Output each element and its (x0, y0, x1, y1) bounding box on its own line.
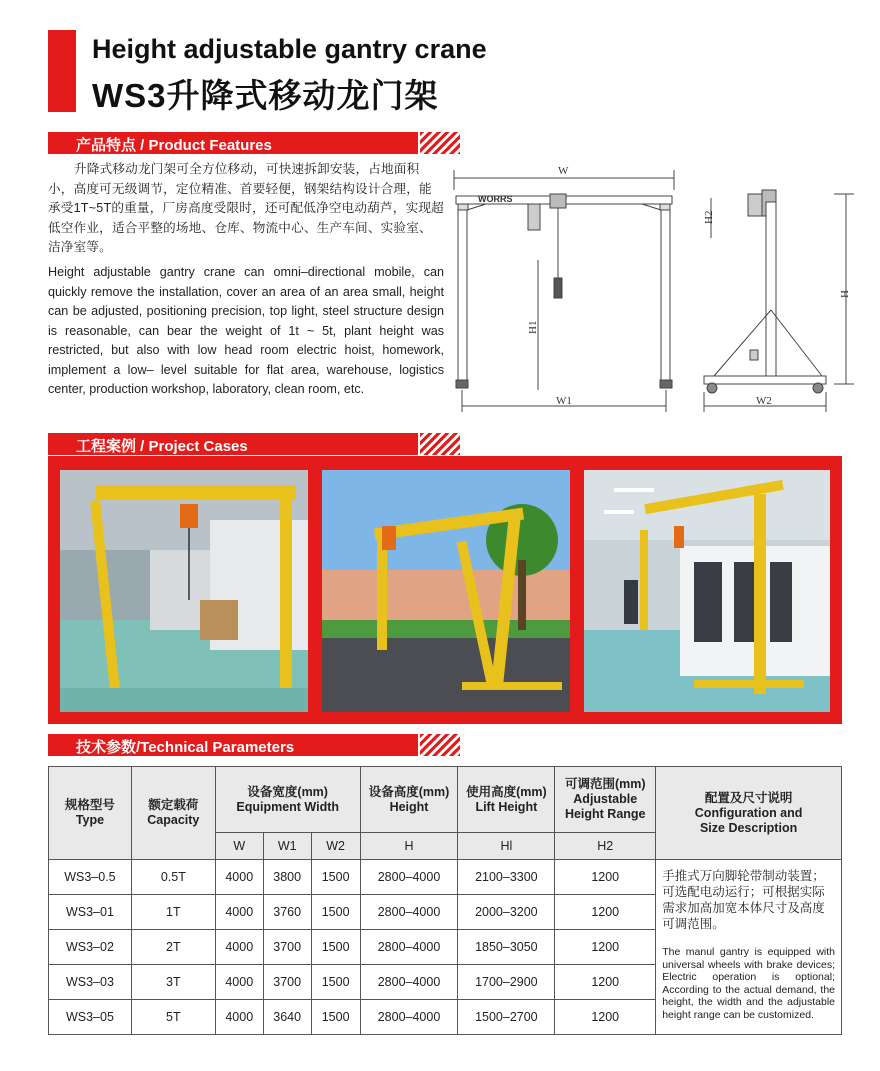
table-row (49, 860, 842, 895)
label-w2: W2 (756, 395, 772, 407)
cell-w2: 1500 (311, 930, 360, 965)
cell-w2: 1500 (311, 860, 360, 895)
page-title-cn: WS3升降式移动龙门架 (92, 77, 439, 114)
subheader-w: W (215, 833, 263, 860)
title-accent-bar (48, 30, 76, 112)
case-photo-workshop (60, 470, 308, 712)
section-header-features (48, 132, 460, 154)
cell-h: 2800–4000 (360, 930, 458, 965)
subheader-h2: H2 (555, 833, 656, 860)
cell-capacity: 2T (131, 930, 215, 965)
section-header-cases (48, 433, 460, 455)
cell-w: 4000 (215, 1000, 263, 1035)
cell-h2: 1200 (555, 1000, 656, 1035)
description-en: Height adjustable gantry crane can omni–directional mobile, can quickly remove the installation, cover an area of an area small, height can be adjusted, positioning precision, top light, steel structure design is reasonable, can bear the weight of 1t ~ 5t, plant height was restricted, but also with low head room electric hoist, homework, implement a low– level suitable for flat area, warehouse, logistics center, production workshop, laboratory, clean room, etc. (48, 265, 444, 396)
cell-w1: 3700 (263, 965, 311, 1000)
label-h: H (839, 290, 851, 298)
label-h2: H2 (703, 210, 715, 224)
config-text-en: The manul gantry is equipped with universal wheels with brake devices; Electric operation is optional; According to the actual demand, the height, the width and the adjustable height range can be customized. (662, 946, 835, 1021)
section-header-params (48, 734, 460, 756)
cell-w1: 3640 (263, 1000, 311, 1035)
cell-h2: 1200 (555, 965, 656, 1000)
cell-w2: 1500 (311, 1000, 360, 1035)
cell-hl: 2100–3300 (458, 860, 555, 895)
cell-h: 2800–4000 (360, 1000, 458, 1035)
cell-capacity: 5T (131, 1000, 215, 1035)
header-lift: 使用高度(mm) Lift Height (458, 767, 555, 833)
cell-w: 4000 (215, 930, 263, 965)
subheader-h: H (360, 833, 458, 860)
cell-type: WS3–0.5 (49, 860, 132, 895)
cell-w: 4000 (215, 860, 263, 895)
cell-capacity: 0.5T (131, 860, 215, 895)
cell-hl: 1700–2900 (458, 965, 555, 1000)
label-w1: W1 (556, 395, 572, 407)
header-height: 设备高度(mm) Height (360, 767, 458, 833)
section-title-params: 技术参数/Technical Parameters (76, 739, 295, 756)
section-title-features: 产品特点 / Product Features (76, 137, 272, 154)
case-photo-outdoor (322, 470, 570, 712)
gantry-dimension-diagram (446, 160, 866, 422)
cell-hl: 1850–3050 (458, 930, 555, 965)
page-title-en: Height adjustable gantry crane (92, 34, 487, 64)
cell-type: WS3–03 (49, 965, 132, 1000)
cell-w1: 3760 (263, 895, 311, 930)
label-h1: H1 (527, 320, 539, 334)
case-photo-lab (584, 470, 830, 712)
label-w: W (558, 165, 569, 177)
cell-h: 2800–4000 (360, 965, 458, 1000)
header-type: 规格型号 Type (49, 767, 132, 860)
cell-type: WS3–05 (49, 1000, 132, 1035)
cell-capacity: 1T (131, 895, 215, 930)
cell-type: WS3–01 (49, 895, 132, 930)
section-title-cases: 工程案例 / Project Cases (76, 438, 248, 455)
header-config: 配置及尺寸说明 Configuration and Size Description (656, 767, 842, 860)
description-cn: 升降式移动龙门架可全方位移动，可快速拆卸安装，占地面积小，高度可无级调节，定位精准、首要轻便，钢架结构设计合理，能承受1T~5T的重量，厂房高度受限时，还可配低净空电动葫芦，实现超低空作业，适合平整的场地、仓库、物流中心、生产车间、实验室、洁净室等。 (48, 162, 444, 254)
subheader-w2: W2 (311, 833, 360, 860)
cell-w2: 1500 (311, 895, 360, 930)
cell-w: 4000 (215, 965, 263, 1000)
parameters-table (48, 766, 842, 1035)
cell-w1: 3700 (263, 930, 311, 965)
cell-w1: 3800 (263, 860, 311, 895)
cell-h2: 1200 (555, 930, 656, 965)
cell-h2: 1200 (555, 895, 656, 930)
cell-hl: 2000–3200 (458, 895, 555, 930)
cell-capacity: 3T (131, 965, 215, 1000)
brand-label: WORRS (478, 194, 513, 204)
header-range: 可调范围(mm) Adjustable Height Range (555, 767, 656, 833)
header-width: 设备宽度(mm) Equipment Width (215, 767, 360, 833)
cell-h: 2800–4000 (360, 860, 458, 895)
subheader-w1: W1 (263, 833, 311, 860)
cell-h: 2800–4000 (360, 895, 458, 930)
config-description (656, 860, 842, 1035)
config-text-cn: 手推式万向脚轮带制动装置；可选配电动运行；可根据实际需求加高加宽本体尺寸及高度可调范围。 (662, 869, 825, 931)
cell-type: WS3–02 (49, 930, 132, 965)
cell-h2: 1200 (555, 860, 656, 895)
header-capacity: 额定载荷 Capacity (131, 767, 215, 860)
subheader-hl: Hl (458, 833, 555, 860)
cell-w: 4000 (215, 895, 263, 930)
cell-hl: 1500–2700 (458, 1000, 555, 1035)
cell-w2: 1500 (311, 965, 360, 1000)
